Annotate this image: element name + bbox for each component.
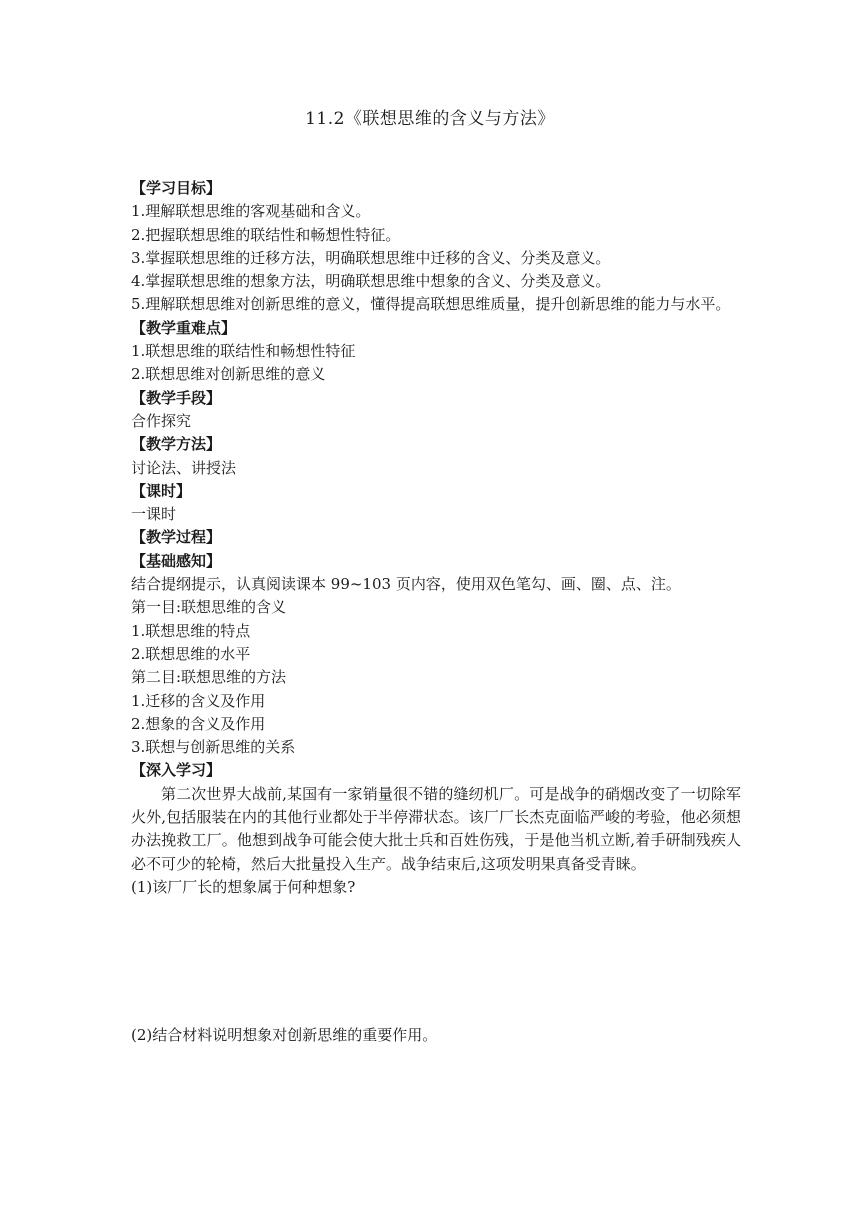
basic-intro-text: 结合提纲提示，认真阅读课本 99~103 页内容，使用双色笔勾、画、圈、点、注。 [131, 575, 681, 594]
class-hours-text: 一课时 [131, 505, 177, 524]
question-two: (2)结合材料说明想象对创新思维的重要作用。 [131, 1026, 438, 1045]
heading-deep-learning: 【深入学习】 [131, 761, 222, 780]
document-title: 11.2《联想思维的含义与方法》 [305, 109, 555, 129]
teaching-methods-text: 讨论法、讲授法 [131, 458, 237, 477]
heading-teaching-methods: 【教学方法】 [131, 435, 222, 454]
goal-item: 3.掌握联想思维的迁移方法，明确联想思维中迁移的含义、分类及意义。 [131, 248, 611, 267]
section-two-item: 3.联想与创新思维的关系 [131, 738, 296, 757]
goal-item: 2.把握联想思维的联结性和畅想性特征。 [131, 225, 401, 244]
question-one: (1)该厂厂长的想象属于何种想象? [131, 877, 356, 896]
answer-space [131, 899, 741, 1024]
goal-item: 5.理解联想思维对创新思维的意义，懂得提高联想思维质量，提升创新思维的能力与水平。 [131, 295, 731, 314]
teaching-means-text: 合作探究 [131, 411, 192, 430]
heading-key-points: 【教学重难点】 [131, 318, 237, 337]
heading-teaching-process: 【教学过程】 [131, 528, 222, 547]
heading-class-hours: 【课时】 [131, 481, 192, 500]
goal-item: 4.掌握联想思维的想象方法，明确联想思维中想象的含义、分类及意义。 [131, 272, 611, 291]
section-one-title: 第一目:联想思维的含义 [131, 598, 287, 617]
keypoint-item: 2.联想思维对创新思维的意义 [131, 365, 326, 384]
section-one-item: 2.联想思维的水平 [131, 644, 251, 663]
document-body [131, 177, 741, 1048]
section-two-title: 第二目:联想思维的方法 [131, 668, 287, 687]
heading-learning-goals: 【学习目标】 [131, 179, 222, 197]
deep-learning-paragraph: 第二次世界大战前,某国有一家销量很不错的缝纫机厂。可是战争的硝烟改变了一切除军火外,包括服装在内的其他行业都处于半停滞状态。该厂厂长杰克面临严峻的考验，他必须想办法挽救工厂。他想到战争可能会使大批士兵和百姓伤残，于是他当机立断,着手研制残疾人必不可少的轮椅，然后大批量投入生产。战争结束后,这项发明果真备受青睐。 [131, 784, 741, 873]
section-one-item: 1.联想思维的特点 [131, 621, 251, 640]
goal-item: 1.理解联想思维的客观基础和含义。 [131, 202, 371, 221]
heading-basic-perception: 【基础感知】 [131, 551, 222, 570]
section-two-item: 1.迁移的含义及作用 [131, 691, 266, 710]
heading-teaching-means: 【教学手段】 [131, 388, 222, 407]
section-two-item: 2.想象的含义及作用 [131, 714, 266, 733]
keypoint-item: 1.联想思维的联结性和畅想性特征 [131, 342, 356, 361]
